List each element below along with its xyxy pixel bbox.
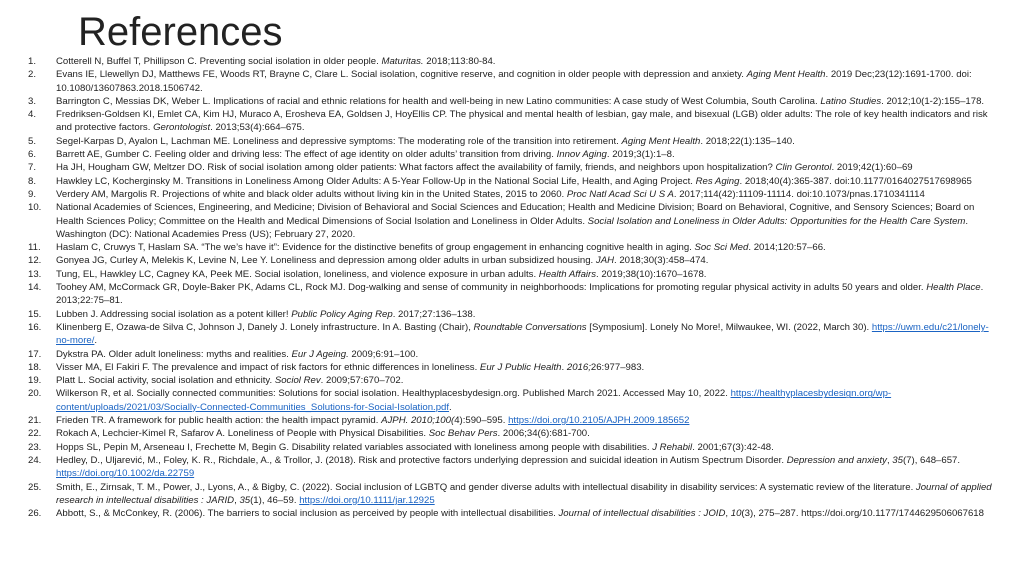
reference-number: 9. [28, 188, 37, 200]
reference-italic-text: Aging Ment Health [746, 69, 826, 81]
reference-item [0, 161, 1024, 174]
reference-text: . 2018;40(4):365-387. doi:10.1177/0164027517698965 [739, 175, 972, 187]
reference-text: . 2019;42(1):60–69 [831, 162, 913, 174]
reference-text: Klinenberg E, Ozawa-de Silva C, Johnson J, Danely J. Lonely infrastructure. In A. Basting (Chair), [56, 321, 474, 333]
reference-italic-text: AJPH. 2010;100( [381, 415, 455, 427]
reference-text: . [94, 335, 98, 347]
reference-number: 14. [28, 282, 42, 294]
reference-text: (1), 46–59. [250, 494, 300, 506]
reference-text: Haslam C, Cruwys T, Haslam SA. “The we’s have it”: Evidence for the distinctive benefits of group engagement in enhancing cognitive health in aging. [56, 242, 695, 254]
reference-text: . 2018;30(3):458–474. [614, 255, 709, 267]
reference-text: Evans IE, Llewellyn DJ, Matthews FE, Woods RT, Brayne C, Clare L. Social isolation, cognitive reserve, and cognition in older people with depression and anxiety. [56, 69, 747, 81]
reference-text: . 2014;120:57–66. [748, 242, 826, 254]
reference-text: Smith, E., Zirnsak, T. M., Power, J., Lyons, A., & Bigby, C. (2022). Social inclusion of LGBTQ and gender diverse adults with intellectual disability in disability services: A systematic review of the literature. [56, 481, 916, 493]
reference-link[interactable]: https://uwm.edu/c21/lonely-no-more/ [56, 321, 989, 347]
reference-italic-text: Latino Studies [820, 95, 882, 107]
reference-text: (7), 648–657. [902, 454, 961, 466]
reference-text: Visser MA, El Fakiri F. The prevalence and impact of risk factors for ethnic differences in loneliness. [56, 361, 480, 373]
reference-number: 7. [28, 162, 37, 174]
reference-text: . 2012;10(1-2):155–178. [881, 95, 985, 107]
reference-item [0, 175, 1024, 188]
reference-text: . 2013;22:75–81. [56, 282, 984, 307]
reference-item [0, 454, 1024, 481]
reference-text: . [449, 401, 452, 413]
reference-text: . 2013;53(4):664–675. [210, 122, 305, 134]
reference-link[interactable]: https://doi.org/10.2105/AJPH.2009.185652 [508, 415, 690, 427]
reference-italic-text: Soc Sci Med [694, 242, 749, 254]
reference-link[interactable]: https://healthyplacesbydesign.org/wp-content/uploads/2021/03/Socially-Connected-Communities_Solutions-for-Social-Isolation.pdf [56, 388, 892, 413]
reference-item [0, 55, 1024, 68]
reference-text: Barrett AE, Gumber C. Feeling older and driving less: The effect of age identity on older adults’ transition from driving. [56, 149, 557, 161]
reference-text: Hawkley LC, Kocherginsky M. Transitions in Loneliness Among Older Adults: A 5-Year Follow-Up in the National Social Life, Health, and Aging Project. [56, 175, 696, 187]
reference-number: 8. [28, 175, 37, 187]
reference-italic-text: Res Aging [695, 175, 740, 187]
reference-text: Lubben J. Addressing social isolation as a potent killer! [56, 308, 292, 320]
reference-text: . 2017;27:136–138. [392, 308, 476, 320]
reference-italic-text: J Rehabil [652, 441, 693, 453]
reference-item [0, 441, 1024, 454]
reference-text: Ha JH, Hougham GW, Meltzer DO. Risk of social isolation among older patients: What factors affect the availability of family, friends, and neighbors upon hospitalization? [56, 162, 776, 174]
reference-italic-text: Health Affairs [538, 268, 597, 280]
reference-number: 17. [28, 348, 42, 360]
reference-text: Segel-Karpas D, Ayalon L, Lachman ME. Loneliness and depressive symptoms: The moderating role of the transition into retirement. [56, 135, 622, 147]
reference-number: 13. [28, 268, 42, 280]
reference-text: Cotterell N, Buffel T, Phillipson C. Preventing social isolation in older people. [56, 56, 382, 67]
reference-text: 2018;113:80-84. [423, 56, 496, 67]
reference-number: 19. [28, 375, 42, 387]
reference-number: 23. [28, 441, 42, 453]
reference-item [0, 507, 1024, 520]
reference-text: 26:977–983. [590, 361, 645, 373]
reference-text: , [725, 508, 731, 520]
reference-item [0, 308, 1024, 321]
reference-text: Gonyea JG, Curley A, Melekis K, Levine N, Lee Y. Loneliness and depression among older adults in urban subsidized housing. [56, 255, 596, 267]
reference-text: Platt L. Social activity, social isolation and ethnicity. [56, 375, 275, 387]
reference-text: . 2017;114(42):11109-11114. doi:10.1073/pnas.1710341114 [673, 188, 925, 200]
reference-text: Fredriksen-Goldsen KI, Emlet CA, Kim HJ, Muraco A, Erosheva EA, Goldsen J, HoyEllis CP. The physical and mental health of lesbian, gay male, and bisexual (LGB) older adults: The role of key health indicators and risk and protective factors. [56, 109, 988, 134]
reference-text: . 2009;57:670–702. [320, 375, 404, 387]
reference-italic-text: Eur J Ageing. [291, 348, 349, 360]
reference-text: Hedley, D., Uljarević, M., Foley, K. R., Richdale, A., & Trollor, J. (2018). Risk and protective factors underlying depression and suicidal ideation in Autism Spectrum Disorder. [56, 454, 787, 466]
reference-number: 25. [28, 481, 42, 493]
reference-number: 3. [28, 95, 37, 107]
reference-italic-text: Health Place [926, 282, 981, 294]
reference-text: Rokach A, Lechcier-Kimel R, Safarov A. Loneliness of People with Physical Disabilities. [56, 428, 429, 440]
reference-item [0, 361, 1024, 374]
reference-text: Barrington C, Messias DK, Weber L. Implications of racial and ethnic relations for health and well-being in new Latino communities: A case study of West Columbia, South Carolina. [56, 95, 821, 107]
reference-italic-text: Sociol Rev [274, 375, 321, 387]
reference-item [0, 254, 1024, 267]
reference-italic-text: Maturitas. [381, 56, 424, 67]
reference-number: 6. [28, 149, 37, 161]
reference-italic-text: 35 [892, 454, 903, 466]
reference-number: 22. [28, 428, 42, 440]
reference-text: Hopps SL, Pepin M, Arseneau I, Frechette M, Begin G. Disability related variables associated with loneliness among people with disabilities. [56, 441, 653, 453]
reference-italic-text: Innov Aging [556, 149, 607, 161]
reference-item [0, 268, 1024, 281]
page-title: References [78, 10, 283, 54]
reference-italic-text: 10 [730, 508, 742, 520]
reference-number: 10. [28, 202, 42, 214]
reference-text: . 2006;34(6):681-700. [497, 428, 590, 440]
reference-item [0, 414, 1024, 427]
reference-item [0, 108, 1024, 135]
reference-item [0, 427, 1024, 440]
reference-italic-text: Journal of applied research in intellectual disabilities : JARID [56, 481, 992, 506]
reference-number: 21. [28, 415, 42, 427]
reference-number: 15. [28, 308, 42, 320]
reference-italic-text: JAH [595, 255, 615, 267]
reference-text: Abbott, S., & McConkey, R. (2006). The barriers to social inclusion as perceived by people with intellectual disabilities. [56, 508, 559, 520]
reference-text: 2009;6:91–100. [348, 348, 419, 360]
reference-italic-text: Public Policy Aging Rep [291, 308, 393, 320]
reference-text: , [886, 454, 893, 466]
reference-text: . 2019;3(1):1–8. [606, 149, 675, 161]
reference-italic-text: Aging Ment Health [621, 135, 701, 147]
reference-italic-text: 35 [239, 494, 251, 506]
reference-italic-text: Gerontologist [153, 122, 211, 134]
reference-italic-text: 2016; [566, 361, 591, 373]
reference-item [0, 68, 1024, 95]
reference-number: 4. [28, 109, 37, 121]
reference-text: . [561, 361, 567, 373]
reference-text: National Academies of Sciences, Engineering, and Medicine; Division of Behavioral and Social Sciences and Education; Health and Medicine Division; Board on Behavioral, Cognitive, and Sensory Sciences; Board on Health Sciences Policy; Committee on the Health and Medical Dimensions of Social Isolation and Loneliness in Older Adults. [56, 202, 975, 227]
reference-text: Toohey AM, McCormack GR, Doyle-Baker PK, Adams CL, Rock MJ. Dog-walking and sense of community in neighborhoods: Implications for promoting regular physical activity in adults 50 years and older. [56, 282, 927, 294]
reference-item [0, 348, 1024, 361]
reference-number: 5. [28, 135, 37, 147]
reference-list [0, 55, 1024, 520]
reference-number: 2. [28, 69, 37, 81]
reference-text: . 2019 Dec;23(12):1691-1700. doi: 10.1080/13607863.2018.1506742. [56, 69, 972, 94]
reference-text: . 2019;38(10):1670–1678. [596, 268, 707, 280]
reference-italic-text: Social Isolation and Loneliness in Older Adults: Opportunities for the Health Care System [587, 215, 966, 227]
reference-text: Wilkerson R, et al. Socially connected communities: Solutions for social isolation. Healthyplacesbydesign.org. Published March 2021. Accessed May 10, 2022. [56, 388, 731, 400]
reference-text: Verdery AM, Margolis R. Projections of white and black older adults without living kin in the United States, 2015 to 2060. [56, 188, 567, 200]
reference-number: 18. [28, 361, 42, 373]
reference-number: 20. [28, 388, 42, 400]
reference-item [0, 481, 1024, 508]
reference-italic-text: Journal of intellectual disabilities : JOID [558, 508, 726, 520]
reference-number: 1. [28, 56, 37, 67]
reference-text: . 2001;67(3):42-48. [692, 441, 774, 453]
reference-item [0, 387, 1024, 414]
reference-italic-text: Soc Behav Pers [428, 428, 498, 440]
reference-italic-text: Roundtable Conversations [473, 321, 587, 333]
reference-text: [Symposium]. Lonely No More!, Milwaukee, WI. (2022, March 30). [586, 321, 872, 333]
reference-item [0, 321, 1024, 348]
reference-italic-text: Eur J Public Health [479, 361, 562, 373]
reference-number: 24. [28, 454, 42, 466]
reference-item [0, 135, 1024, 148]
reference-italic-text: Clin Gerontol [775, 162, 832, 174]
reference-item [0, 188, 1024, 201]
reference-text: Dykstra PA. Older adult loneliness: myths and realities. [56, 348, 292, 360]
reference-link[interactable]: https://doi.org/10.1002/da.22759 [56, 468, 195, 480]
reference-item [0, 148, 1024, 161]
reference-text: Tung, EL, Hawkley LC, Cagney KA, Peek ME. Social isolation, loneliness, and violence exposure in urban adults. [56, 268, 539, 280]
reference-item [0, 241, 1024, 254]
reference-italic-text: Depression and anxiety [786, 454, 887, 466]
reference-text: . 2018;22(1):135–140. [700, 135, 795, 147]
reference-text: 4):590–595. [454, 415, 509, 427]
reference-item [0, 374, 1024, 387]
reference-number: 11. [28, 242, 41, 254]
reference-number: 26. [28, 508, 42, 520]
reference-link[interactable]: https://doi.org/10.1111/jar.12925 [299, 494, 435, 506]
reference-text: . Washington (DC): National Academies Press (US); February 27, 2020. [56, 215, 969, 240]
reference-text: , [234, 494, 240, 506]
reference-item [0, 201, 1024, 241]
reference-item [0, 95, 1024, 108]
reference-italic-text: Proc Natl Acad Sci U S A [566, 188, 674, 200]
reference-item [0, 281, 1024, 308]
reference-text: (3), 275–287. https://doi.org/10.1177/1744629506067618 [741, 508, 984, 520]
reference-number: 16. [28, 321, 42, 333]
reference-text: Frieden TR. A framework for public health action: the health impact pyramid. [56, 415, 382, 427]
reference-number: 12. [28, 255, 42, 267]
